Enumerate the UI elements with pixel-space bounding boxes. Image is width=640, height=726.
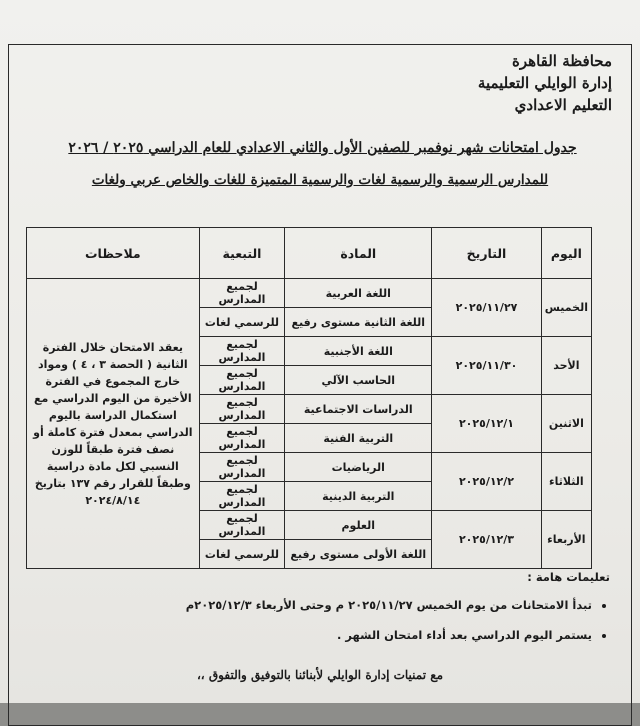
instructions-section [40, 570, 610, 658]
audience-cell: لجميع المدارس [199, 366, 285, 395]
list-item: • يستمر اليوم الدراسي بعد أداء امتحان الشهر . [40, 628, 592, 642]
governorate-name: محافظة القاهرة [512, 52, 612, 70]
date-cell: ٢٠٢٥/١٢/١ [432, 395, 542, 453]
header-date: التاريخ [432, 228, 542, 279]
table-header-row [27, 228, 592, 279]
administration-name: إدارة الوايلي التعليمية [477, 74, 612, 92]
date-cell: ٢٠٢٥/١٢/٣ [432, 511, 542, 569]
audience-cell: لجميع المدارس [199, 279, 285, 308]
subject-cell: اللغة العربية [285, 279, 432, 308]
document-subtitle: للمدارس الرسمية والرسمية لغات والرسمية المتميزة للغات والخاص عربي ولغات [91, 172, 549, 188]
date-cell: ٢٠٢٥/١٢/٢ [432, 453, 542, 511]
audience-cell: للرسمي لغات [199, 308, 285, 337]
date-cell: ٢٠٢٥/١١/٣٠ [432, 337, 542, 395]
subject-cell: التربية الفنية [285, 424, 432, 453]
audience-cell: للرسمي لغات [199, 540, 285, 569]
header-notes: ملاحظات [27, 228, 200, 279]
subject-cell: التربية الدينية [285, 482, 432, 511]
audience-cell: لجميع المدارس [199, 424, 285, 453]
table-row [27, 279, 592, 308]
instructions-heading: تعليمات هامة : [527, 570, 610, 584]
exam-schedule-table [26, 227, 592, 569]
document-title: جدول امتحانات شهر نوفمبر للصفين الأول والثاني الاعدادي للعام الدراسي ٢٠٢٥ / ٢٠٢٦ [68, 140, 577, 156]
subject-cell: اللغة الثانية مستوى رفيع [285, 308, 432, 337]
subject-cell: الدراسات الاجتماعية [285, 395, 432, 424]
header-block [478, 50, 612, 116]
day-cell: الأحد [541, 337, 591, 395]
header-day: اليوم [541, 228, 591, 279]
subject-cell: العلوم [285, 511, 432, 540]
audience-cell: لجميع المدارس [199, 482, 285, 511]
subject-cell: اللغة الأجنبية [285, 337, 432, 366]
date-cell: ٢٠٢٥/١١/٢٧ [432, 279, 542, 337]
audience-cell: لجميع المدارس [199, 337, 285, 366]
day-cell: الخميس [541, 279, 591, 337]
audience-cell: لجميع المدارس [199, 395, 285, 424]
audience-cell: لجميع المدارس [199, 511, 285, 540]
audience-cell: لجميع المدارس [199, 453, 285, 482]
header-audience: التبعية [199, 228, 285, 279]
day-cell: الثلاثاء [541, 453, 591, 511]
list-item: • تبدأ الامتحانات من يوم الخميس ٢٠٢٥/١١/٢٧ م وحتى الأربعاء ٢٠٢٥/١٢/٣م [40, 598, 592, 612]
notes-cell: يعقد الامتحان خلال الفترة الثانية ( الحصة ٣ ، ٤ ) ومواد خارج المجموع في الفترة الأخيرة من اليوم الدراسي مع استكمال الدراسة باليوم الدراسي بمعدل فترة كاملة أو نصف فترة طبقاً للوزن النسبي لكل مادة دراسية وطبقاً للقرار رقم ١٣٧ بتاريخ ٢٠٢٤/٨/١٤ [27, 279, 200, 569]
header-subject: المادة [285, 228, 432, 279]
closing-line: مع تمنيات إدارة الوايلي لأبنائنا بالتوفيق والتفوق ،، [196, 668, 444, 682]
subject-cell: الرياضيات [285, 453, 432, 482]
day-cell: الأربعاء [541, 511, 591, 569]
instructions-list [40, 598, 610, 642]
subject-cell: اللغة الأولى مستوى رفيع [285, 540, 432, 569]
day-cell: الاثنين [541, 395, 591, 453]
stage-name: التعليم الاعدادي [514, 96, 612, 114]
subject-cell: الحاسب الآلي [285, 366, 432, 395]
